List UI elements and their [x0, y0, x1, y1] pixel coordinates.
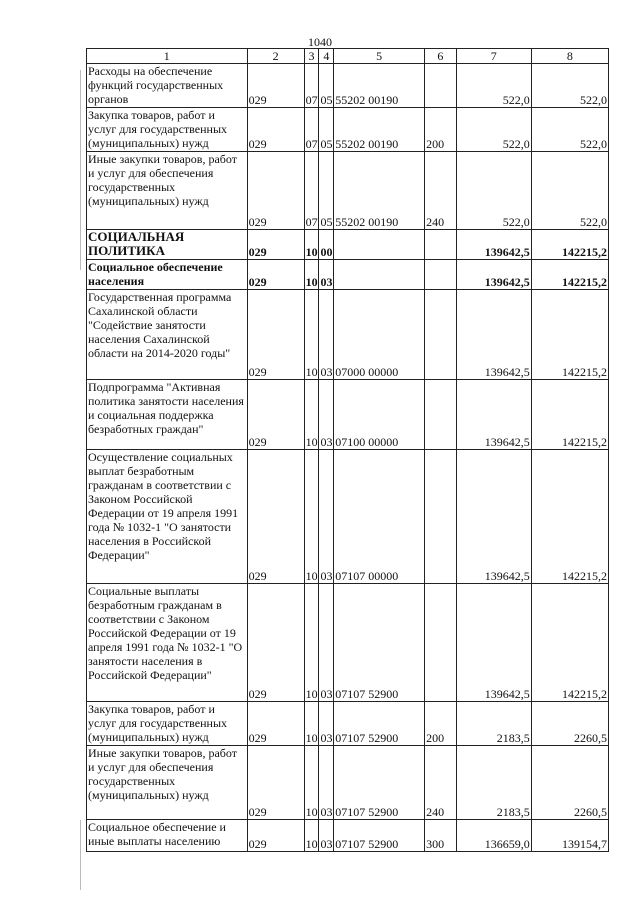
row-subsection-cell: 03	[319, 746, 334, 820]
budget-table	[86, 48, 609, 852]
row-amount-year1-cell: 139642,5	[456, 450, 531, 584]
table-row	[87, 64, 609, 108]
row-amount-year2-cell: 142215,2	[531, 380, 608, 450]
row-section-cell: 10	[304, 230, 319, 260]
row-target-cell: 07107 52900	[334, 702, 425, 746]
binding-margin-line	[80, 70, 81, 270]
table-row	[87, 380, 609, 450]
column-header: 1	[87, 49, 248, 64]
row-expense-type-cell	[425, 290, 457, 380]
row-section-cell: 07	[304, 152, 319, 230]
column-header: 6	[425, 49, 457, 64]
table-body	[87, 49, 609, 852]
row-code-cell: 029	[247, 260, 304, 290]
column-header: 7	[456, 49, 531, 64]
row-expense-type-cell	[425, 450, 457, 584]
row-code-cell: 029	[247, 746, 304, 820]
row-expense-type-cell	[425, 380, 457, 450]
row-target-cell	[334, 260, 425, 290]
row-code-cell: 029	[247, 64, 304, 108]
row-subsection-cell: 03	[319, 820, 334, 852]
row-expense-type-cell: 200	[425, 702, 457, 746]
row-target-cell: 07107 52900	[334, 820, 425, 852]
row-subsection-cell: 03	[319, 702, 334, 746]
row-name-cell: Расходы на обеспечение функций государственных органов	[87, 64, 248, 108]
row-code-cell: 029	[247, 450, 304, 584]
row-expense-type-cell	[425, 584, 457, 702]
row-section-cell: 10	[304, 584, 319, 702]
column-header: 3	[304, 49, 319, 64]
row-expense-type-cell	[425, 260, 457, 290]
row-section-cell: 10	[304, 820, 319, 852]
row-amount-year1-cell: 522,0	[456, 64, 531, 108]
row-amount-year1-cell: 2183,5	[456, 746, 531, 820]
row-subsection-cell: 03	[319, 380, 334, 450]
row-name-cell: СОЦИАЛЬНАЯ ПОЛИТИКА	[87, 230, 248, 260]
row-code-cell: 029	[247, 152, 304, 230]
row-amount-year1-cell: 139642,5	[456, 290, 531, 380]
row-target-cell: 07000 00000	[334, 290, 425, 380]
row-target-cell: 07100 00000	[334, 380, 425, 450]
row-amount-year1-cell: 2183,5	[456, 702, 531, 746]
row-code-cell: 029	[247, 230, 304, 260]
row-amount-year2-cell: 142215,2	[531, 230, 608, 260]
row-target-cell: 55202 00190	[334, 64, 425, 108]
page-number: 1040	[308, 35, 332, 49]
row-amount-year1-cell: 522,0	[456, 152, 531, 230]
row-section-cell: 07	[304, 64, 319, 108]
row-section-cell: 10	[304, 746, 319, 820]
table-row	[87, 702, 609, 746]
row-subsection-cell: 03	[319, 450, 334, 584]
table-row	[87, 584, 609, 702]
row-name-cell: Социальные выплаты безработным гражданам в соответствии с Законом Российской Федерации от 19 апреля 1991 года № 1032-1 "О занятости населения в Российской Федерации"	[87, 584, 248, 702]
row-name-cell: Социальное обеспечение населения	[87, 260, 248, 290]
row-section-cell: 10	[304, 380, 319, 450]
row-code-cell: 029	[247, 380, 304, 450]
row-expense-type-cell: 240	[425, 746, 457, 820]
row-name-cell: Социальное обеспечение и иные выплаты населению	[87, 820, 248, 852]
table-row	[87, 746, 609, 820]
row-expense-type-cell: 300	[425, 820, 457, 852]
row-code-cell: 029	[247, 290, 304, 380]
row-amount-year2-cell: 522,0	[531, 64, 608, 108]
column-header: 4	[319, 49, 334, 64]
row-code-cell: 029	[247, 820, 304, 852]
binding-margin-line	[80, 820, 81, 890]
row-name-cell: Закупка товаров, работ и услуг для государственных (муниципальных) нужд	[87, 108, 248, 152]
row-code-cell: 029	[247, 584, 304, 702]
row-subsection-cell: 05	[319, 64, 334, 108]
row-expense-type-cell: 240	[425, 152, 457, 230]
row-amount-year2-cell: 2260,5	[531, 702, 608, 746]
row-amount-year1-cell: 139642,5	[456, 380, 531, 450]
table-row	[87, 152, 609, 230]
row-amount-year2-cell: 2260,5	[531, 746, 608, 820]
table-row	[87, 290, 609, 380]
row-section-cell: 10	[304, 450, 319, 584]
row-target-cell: 55202 00190	[334, 152, 425, 230]
row-target-cell: 07107 00000	[334, 450, 425, 584]
row-expense-type-cell	[425, 230, 457, 260]
row-section-cell: 10	[304, 290, 319, 380]
row-amount-year2-cell: 142215,2	[531, 260, 608, 290]
row-section-cell: 10	[304, 702, 319, 746]
row-amount-year1-cell: 139642,5	[456, 260, 531, 290]
column-header: 5	[334, 49, 425, 64]
row-name-cell: Осуществление социальных выплат безработным гражданам в соответствии с Законом Российской Федерации от 19 апреля 1991 года № 1032-1 "О занятости населения в Российской Федерации"	[87, 450, 248, 584]
row-amount-year2-cell: 139154,7	[531, 820, 608, 852]
row-section-cell: 07	[304, 108, 319, 152]
row-expense-type-cell	[425, 64, 457, 108]
column-header: 8	[531, 49, 608, 64]
row-amount-year2-cell: 142215,2	[531, 450, 608, 584]
row-subsection-cell: 03	[319, 290, 334, 380]
row-name-cell: Иные закупки товаров, работ и услуг для обеспечения государственных (муниципальных) нужд	[87, 152, 248, 230]
row-code-cell: 029	[247, 702, 304, 746]
row-subsection-cell: 05	[319, 152, 334, 230]
row-code-cell: 029	[247, 108, 304, 152]
row-amount-year1-cell: 522,0	[456, 108, 531, 152]
row-target-cell: 07107 52900	[334, 746, 425, 820]
column-header: 2	[247, 49, 304, 64]
row-section-cell: 10	[304, 260, 319, 290]
column-header-row	[87, 49, 609, 64]
row-subsection-cell: 05	[319, 108, 334, 152]
row-subsection-cell: 03	[319, 260, 334, 290]
row-name-cell: Государственная программа Сахалинской области "Содействие занятости населения Сахалинской области на 2014-2020 годы"	[87, 290, 248, 380]
row-target-cell	[334, 230, 425, 260]
row-amount-year2-cell: 142215,2	[531, 290, 608, 380]
row-subsection-cell: 00	[319, 230, 334, 260]
row-amount-year2-cell: 522,0	[531, 152, 608, 230]
row-amount-year1-cell: 139642,5	[456, 230, 531, 260]
table-row	[87, 108, 609, 152]
row-amount-year2-cell: 142215,2	[531, 584, 608, 702]
row-subsection-cell: 03	[319, 584, 334, 702]
row-amount-year1-cell: 136659,0	[456, 820, 531, 852]
row-name-cell: Закупка товаров, работ и услуг для государственных (муниципальных) нужд	[87, 702, 248, 746]
row-amount-year1-cell: 139642,5	[456, 584, 531, 702]
row-name-cell: Подпрограмма "Активная политика занятости населения и социальная поддержка безработных граждан"	[87, 380, 248, 450]
row-expense-type-cell: 200	[425, 108, 457, 152]
table-row	[87, 450, 609, 584]
table-row	[87, 260, 609, 290]
row-name-cell: Иные закупки товаров, работ и услуг для обеспечения государственных (муниципальных) нужд	[87, 746, 248, 820]
row-target-cell: 55202 00190	[334, 108, 425, 152]
row-target-cell: 07107 52900	[334, 584, 425, 702]
table-row	[87, 230, 609, 260]
row-amount-year2-cell: 522,0	[531, 108, 608, 152]
table-row	[87, 820, 609, 852]
